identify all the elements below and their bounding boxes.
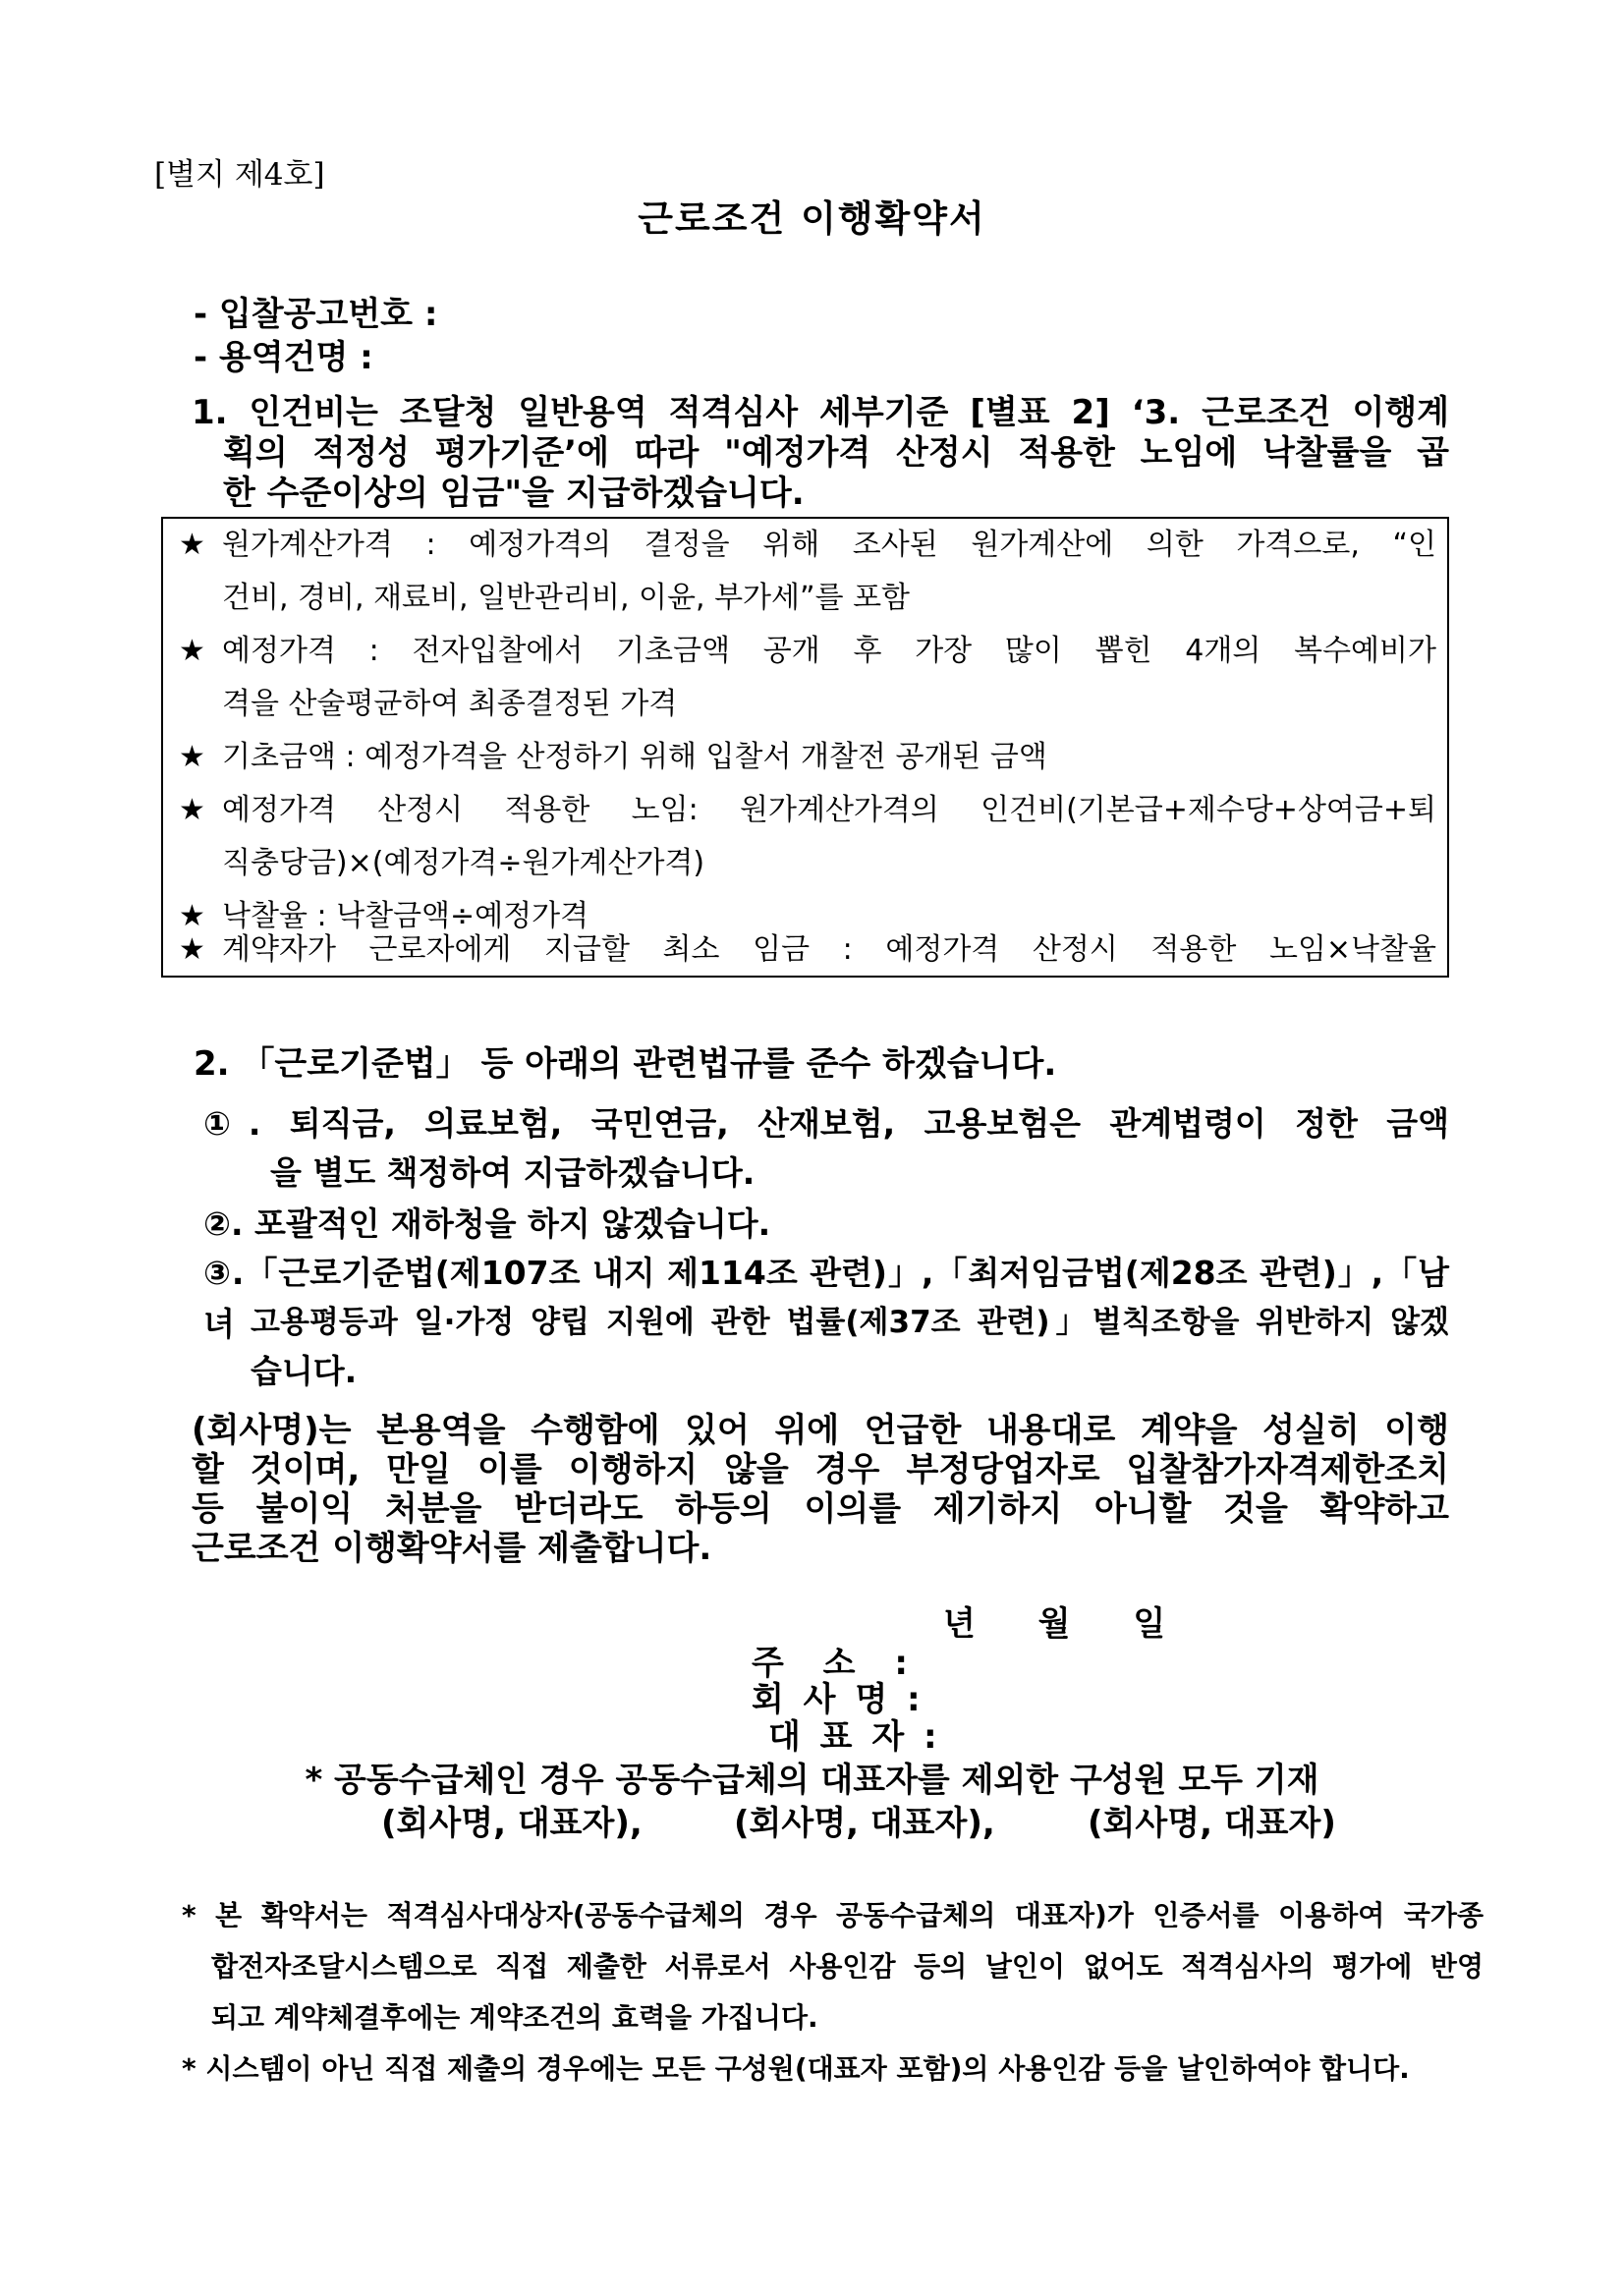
section2-item-3-line-3: 습니다. xyxy=(251,1352,358,1390)
definition-line: 계약자가 근로자에게 지급할 최소 임금 : 예정가격 산정시 적용한 노임×낙찰율 xyxy=(222,932,1436,967)
address-field: 주 소 : xyxy=(752,1644,922,1683)
form-number: [별지 제4호] xyxy=(154,157,325,193)
bid-notice-number-field: - 입찰공고번호 : xyxy=(194,295,438,334)
definition-continuation: 건비, 경비, 재료비, 일반관리비, 이윤, 부가세”를 포함 xyxy=(222,581,911,615)
star-icon: ★ xyxy=(179,528,205,562)
footnote-2: * 시스템이 아닌 직접 제출의 경우에는 모든 구성원(대표자 포함)의 사용인감 등을 날인하여야 합니다. xyxy=(182,2052,1410,2085)
section2-item-3-line-2: 고용평등과 일·가정 양립 지원에 관한 법률(제37조 관련)」벌칙조항을 위반하지 않겠 xyxy=(251,1305,1449,1340)
star-icon: ★ xyxy=(179,932,205,967)
definition-continuation: 직충당금)×(예정가격÷원가계산가격) xyxy=(222,846,705,880)
service-name-field: - 용역건명 : xyxy=(194,338,373,377)
section2-item-2: ②. 포괄적인 재하청을 하지 않겠습니다. xyxy=(203,1204,771,1243)
section2-heading: 2. 「근로기준법」 등 아래의 관련법규를 준수 하겠습니다. xyxy=(194,1044,1057,1084)
definition-line: 기초금액 : 예정가격을 산정하기 위해 입찰서 개찰전 공개된 금액 xyxy=(222,740,1047,774)
joint-member-entry: (회사명, 대표자), xyxy=(381,1804,643,1843)
star-icon: ★ xyxy=(179,899,205,933)
joint-member-entry: (회사명, 대표자), xyxy=(734,1804,995,1843)
section1-line-3: 한 수준이상의 임금"을 지급하겠습니다. xyxy=(223,474,805,513)
section2-item-1-line-1: ①. 퇴직금, 의료보험, 국민연금, 산재보험, 고용보험은 관계법령이 정한 금액 xyxy=(203,1104,1449,1143)
section1-line-1: 1. 인건비는 조달청 일반용역 적격심사 세부기준 [별표 2] ‘3. 근로조건 이행계 xyxy=(192,393,1449,432)
pledge-line-4: 근로조건 이행확약서를 제출합니다. xyxy=(192,1529,712,1568)
star-icon: ★ xyxy=(179,740,205,774)
definition-line: 예정가격 산정시 적용한 노임: 원가계산가격의 인건비(기본급+제수당+상여금+퇴 xyxy=(222,793,1436,827)
definition-line: 예정가격 : 전자입찰에서 기초금액 공개 후 가장 많이 뽑힌 4개의 복수예비가 xyxy=(222,634,1436,668)
section2-item-3-line-1: ③.「근로기준법(제107조 내지 제114조 관련)」,「최저임금법(제28조 관련)」,「남녀 xyxy=(203,1254,1449,1343)
document-title: 근로조건 이행확약서 xyxy=(638,197,986,240)
pledge-line-1: (회사명)는 본용역을 수행함에 있어 위에 언급한 내용대로 계약을 성실히 이행 xyxy=(192,1411,1449,1450)
footnote-1-line-1: * 본 확약서는 적격심사대상자(공동수급체의 경우 공동수급체의 대표자)가 인증서를 이용하여 국가종 xyxy=(182,1899,1484,1932)
section1-line-2: 획의 적정성 평가기준’에 따라 "예정가격 산정시 적용한 노임에 낙찰률을 곱 xyxy=(223,433,1449,473)
footnote-1-line-2: 합전자조달시스템으로 직접 제출한 서류로서 사용인감 등의 날인이 없어도 적격심사의 평가에 반영 xyxy=(211,1950,1484,1983)
joint-supply-note: * 공동수급체인 경우 공동수급체의 대표자를 제외한 구성원 모두 기재 xyxy=(305,1761,1319,1800)
pledge-line-2: 할 것이며, 만일 이를 이행하지 않을 경우 부정당업자로 입찰참가자격제한조치 xyxy=(192,1450,1449,1489)
footnote-1-line-3: 되고 계약체결후에는 계약조건의 효력을 가집니다. xyxy=(211,2001,818,2034)
definition-line: 낙찰율 : 낙찰금액÷예정가격 xyxy=(222,899,589,933)
star-icon: ★ xyxy=(179,634,205,668)
joint-member-entry: (회사명, 대표자) xyxy=(1088,1804,1336,1843)
definitions-box xyxy=(161,517,1449,978)
section2-item-1-line-2: 을 별도 책정하여 지급하겠습니다. xyxy=(270,1153,756,1192)
date-line: 년 월 일 xyxy=(943,1604,1192,1644)
representative-field: 대 표 자 : xyxy=(768,1717,941,1757)
definition-continuation: 격을 산술평균하여 최종결정된 가격 xyxy=(222,687,678,721)
pledge-line-3: 등 불이익 처분을 받더라도 하등의 이의를 제기하지 아니할 것을 확약하고 xyxy=(192,1489,1449,1529)
definition-line: 원가계산가격 : 예정가격의 결정을 위해 조사된 원가계산에 의한 가격으로, “인 xyxy=(222,528,1436,562)
star-icon: ★ xyxy=(179,793,205,827)
company-name-field: 회 사 명 : xyxy=(752,1680,924,1719)
